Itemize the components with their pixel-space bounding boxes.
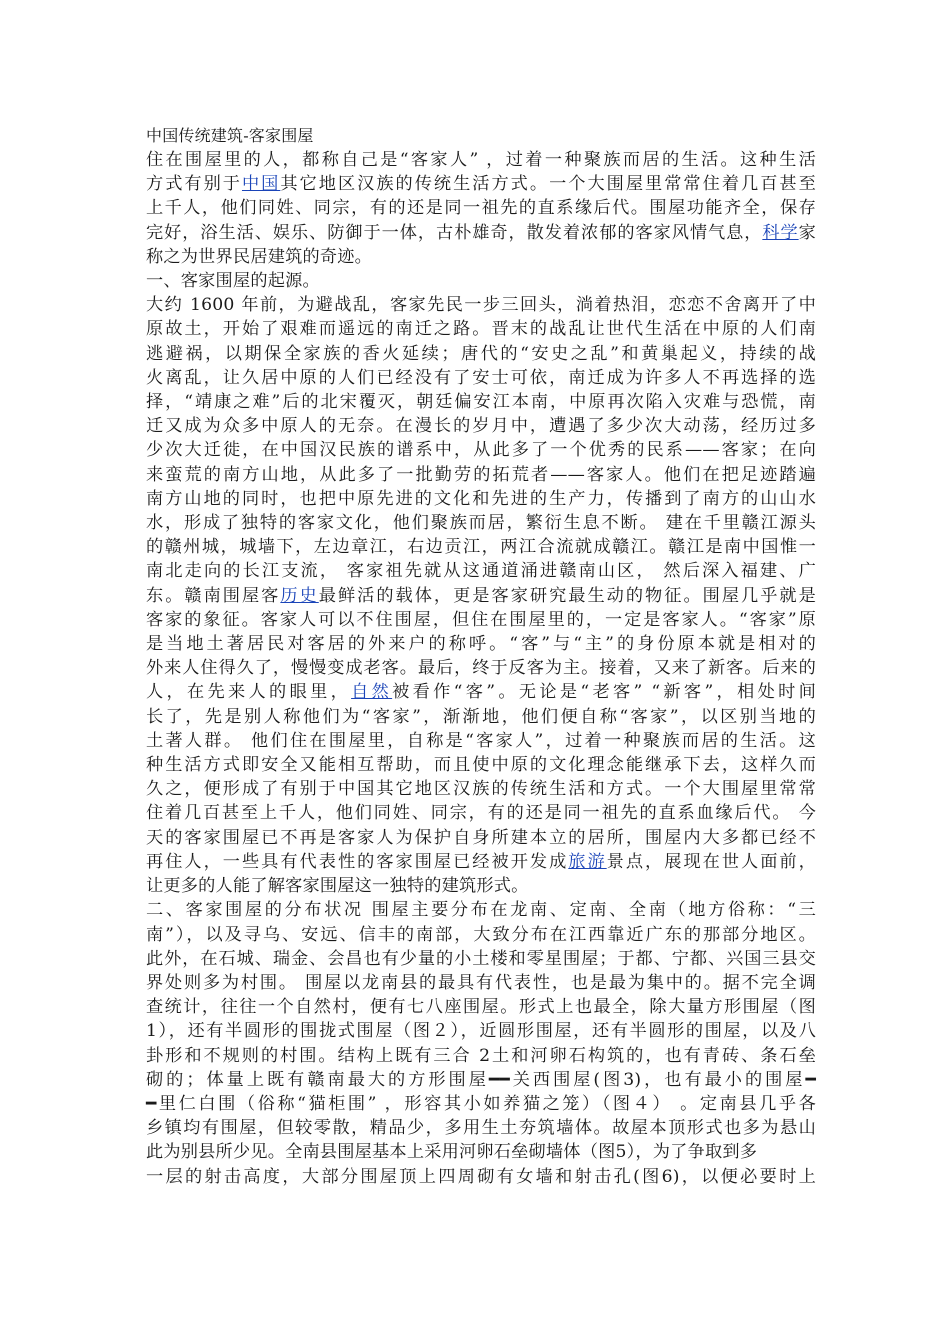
text-line [146,1019,816,1043]
text-segment: ━里仁白围（俗称“猫柜围” ，形容其小如养猫之笼）（图４） 。定南县几乎各 [146,1093,816,1114]
text-line [146,463,816,487]
inline-link[interactable]: 旅游 [568,851,607,872]
text-segment: 原故土，开始了艰难而遥远的南迁之路。晋末的战乱让世代生活在中原的人们南 [146,319,816,340]
document-body [146,124,816,1189]
text-segment: 外来人住得久了，慢慢变成老客。最后，终于反客为主。接着，又来了新客。后来的 [146,658,816,679]
text-line [146,777,816,801]
text-segment: 景点，展现在世人面前， [606,851,817,872]
text-segment: 完好，浴生活、娱乐、防御于一体，古朴雄奇，散发着浓郁的客家风情气息， [146,222,763,243]
text-segment: 少次大迁徙，在中国汉民族的谱系中，从此多了一个优秀的民系——客家；在向 [146,440,816,461]
text-segment: 人，在先来人的眼里， [146,682,352,703]
text-line [146,366,816,390]
text-segment: 一层的射击高度，大部分围屋顶上四周砌有女墙和射击孔(图6)，以便必要时上 [146,1166,816,1187]
text-segment: 迁又成为众多中原人的无奈。在漫长的岁月中，遭遇了多少次大动荡，经历过多 [146,416,816,437]
text-line [146,148,816,172]
text-line [146,971,816,995]
text-line [146,196,816,220]
text-segment: 水，形成了独特的客家文化，他们聚族而居，繁衍生息不断。 建在千里赣江源头 [146,513,816,534]
text-line [146,414,816,438]
text-segment: 客家的象征。客家人可以不住围屋，但住在围屋里的，一定是客家人。“客家”原 [146,609,816,630]
text-segment: 南方山地的同时，也把中原先进的文化和先进的生产力，传播到了南方的山山水 [146,488,816,509]
text-line [146,995,816,1019]
text-segment: 长了，先是别人称他们为“客家”，渐渐地，他们便自称“客家”，以区别当地的 [146,706,816,727]
text-segment: 砌的；体量上既有赣南最大的方形围屋━━关西围屋(图3)，也有最小的围屋━ [146,1069,816,1090]
text-line [146,898,816,922]
text-line [146,511,816,535]
inline-link[interactable]: 中国 [241,174,281,195]
text-line [146,850,816,874]
text-line [146,705,816,729]
text-line [146,342,816,366]
text-segment: 方式有别于 [146,174,242,195]
text-line [146,826,816,850]
text-line [146,874,816,898]
text-line [146,317,816,341]
text-line [146,584,816,608]
text-segment: 住着几百甚至上千人，他们同姓、同宗，有的还是同一祖先的直系血缘后代。 今 [146,803,816,824]
text-segment: 土著人群。 他们住在围屋里，自称是“客家人”，过着一种聚族而居的生活。这 [146,730,816,751]
text-segment: 是当地土著居民对客居的外来户的称呼。“客”与“主”的身份原本就是相对的 [146,634,816,655]
text-line [146,535,816,559]
text-segment: 1），还有半圆形的围拢式围屋（图２），近圆形围屋，还有半圆形的围屋，以及八 [146,1021,816,1042]
text-line [146,1068,816,1092]
text-segment: 被看作“客”。无论是“老客” “新客”，相处时间 [392,682,816,703]
text-segment: 此外，在石城、瑞金、会昌也有少量的小土楼和零星围屋；于都、宁都、兴国三县交 [146,948,816,969]
text-line [146,1165,816,1189]
text-segment: 逃避祸，以期保全家族的香火延续；唐代的“安史之乱”和黄巢起义，持续的战 [146,343,816,364]
inline-link[interactable]: 科学 [762,222,799,243]
text-segment: 择，“靖康之难”后的北宋覆灭，朝廷偏安江本南，中原再次陷入灾难与恐慌，南 [146,392,816,413]
text-line [146,438,816,462]
text-line [146,801,816,825]
text-segment: 南北走向的长江支流， 客家祖先就从这通道涌进赣南山区， 然后深入福建、广 [146,561,816,582]
text-segment: 南”），以及寻乌、安远、信丰的南部，大致分布在江西靠近广东的那部分地区。 [146,924,816,945]
text-segment: 最鲜活的载体，更是客家研究最生动的物征。围屋几乎就是 [318,585,816,606]
text-line [146,1140,816,1164]
text-segment: 称之为世界民居建筑的奇迹。 [146,246,373,267]
text-line [146,559,816,583]
text-line [146,172,816,196]
text-segment: 上千人，他们同姓、同宗，有的还是同一祖先的直系缘后代。围屋功能齐全，保存 [146,198,816,219]
text-line [146,656,816,680]
text-segment: 查统计，往往一个自然村，便有七八座围屋。形式上也最全，除大量方形围屋（图 [146,997,816,1018]
text-segment: 二、客家围屋的分布状况 围屋主要分布在龙南、定南、全南（地方俗称：“三 [146,900,816,921]
inline-link[interactable]: 自然 [351,682,393,703]
text-line [146,753,816,777]
text-segment: 久之，便形成了有别于中国其它地区汉族的传统生活和方式。一个大围屋里常常 [146,779,816,800]
text-segment: 让更多的人能了解客家围屋这一独特的建筑形式。 [146,876,529,897]
paragraph-text [146,148,816,1189]
text-segment: 种生活方式即安全又能相互帮助，而且使中原的文化理念能继承下去，这样久而 [146,755,816,776]
text-segment: 家 [798,222,816,243]
text-line [146,487,816,511]
text-segment: 界处则多为村围。 围屋以龙南县的最具有代表性，也是最为集中的。据不完全调 [146,972,816,993]
text-line [146,729,816,753]
text-line [146,390,816,414]
text-segment: 东。赣南围屋客 [146,585,281,606]
text-line [146,1092,816,1116]
text-line [146,680,816,704]
text-segment: 来蛮荒的南方山地，从此多了一批勤劳的拓荒者——客家人。他们在把足迹踏遍 [146,464,816,485]
document-title: 中国传统建筑-客家围屋 [146,126,314,145]
text-line [146,269,816,293]
inline-link[interactable]: 历史 [280,585,319,606]
text-line [146,221,816,245]
text-line [146,608,816,632]
text-segment: 的赣州城，城墙下，左边章江，右边贡江，两江合流就成赣江。赣江是南中国惟一 [146,537,816,558]
text-line [146,1044,816,1068]
text-segment: 再住人，一些具有代表性的客家围屋已经被开发成 [146,851,569,872]
text-segment: 一、客家围屋的起源。 [146,271,320,292]
text-line [146,632,816,656]
text-segment: 卦形和不规则的村围。结构上既有三合 2土和河卵石构筑的，也有青砖、条石垒 [146,1045,816,1066]
text-line [146,1116,816,1140]
text-line [146,293,816,317]
text-segment: 乡镇均有围屋，但较零散，精品少，多用生土夯筑墙体。故屋本顶形式也多为悬山 [146,1118,816,1139]
text-segment: 大约 1600 年前，为避战乱，客家先民一步三回头，淌着热泪，恋恋不舍离开了中 [146,295,816,316]
text-segment: 其它地区汉族的传统生活方式。一个大围屋里常常住着几百甚至 [280,174,816,195]
text-segment: 此为别县所少见。全南县围屋基本上采用河卵石垒砌墙体（图5），为了争取到多 [146,1142,758,1163]
text-segment: 住在围屋里的人，都称自己是“客家人” ，过着一种聚族而居的生活。这种生活 [146,150,816,170]
text-segment: 火离乱，让久居中原的人们已经没有了安士可依，南迁成为许多人不再选择的选 [146,367,816,388]
text-segment: 天的客家围屋已不再是客家人为保护自身所建本立的居所，围屋内大多都已经不 [146,827,816,848]
text-line [146,245,816,269]
text-line [146,923,816,947]
text-line [146,947,816,971]
